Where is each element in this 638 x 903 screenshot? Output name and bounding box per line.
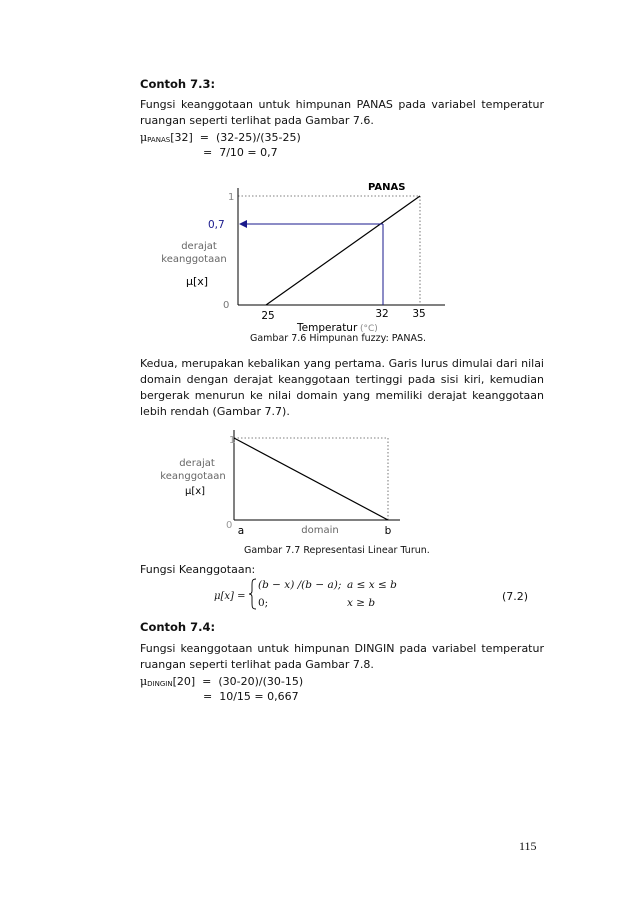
equation-rest-2: [20] = (30-20)/(30-15)	[172, 675, 304, 688]
y-tick-bottom-2: 0	[226, 520, 233, 531]
formula-case1-cond: a ≤ x ≤ b	[347, 579, 397, 591]
fungsi-label: Fungsi Keanggotaan:	[140, 563, 256, 576]
mu-symbol-2: μ	[140, 675, 148, 688]
x-start-label: a	[237, 525, 245, 537]
example2-text: Fungsi keanggotaan untuk himpunan DINGIN pada variabel temperatur ruangan seperti terlihat pada Gambar 7.8.	[140, 642, 544, 671]
y-tick-top: 1	[228, 192, 235, 203]
y-label-line2: keanggotaan	[161, 254, 227, 265]
x-tick-25: 25	[261, 310, 275, 322]
formula-case2-cond: x ≥ b	[347, 597, 376, 609]
formula-number: (7.2)	[502, 590, 529, 603]
y-tick-top-2: 1	[229, 435, 236, 446]
example1-text: Fungsi keanggotaan untuk himpunan PANAS pada variabel temperatur ruangan seperti terlihat pada Gambar 7.6.	[140, 98, 544, 127]
paragraph-linear-turun: Kedua, merupakan kebalikan yang pertama. Garis lurus dimulai dari nilai domain dengan derajat keanggotaan tertinggi pada sisi kiri, kemudian bergerak menurun ke nilai domain yang memiliki derajat keanggotaan lebih rendah (Gambar 7.7).	[140, 357, 544, 418]
figure1-caption: Gambar 7.6 Himpunan fuzzy: PANAS.	[250, 333, 427, 344]
mu-subscript-2: DINGIN	[147, 680, 173, 688]
example2-heading: Contoh 7.4:	[140, 620, 216, 634]
formula-case2-expr: 0;	[258, 597, 269, 609]
y-label-line1-2: derajat	[179, 458, 215, 469]
x-end-label: b	[384, 525, 392, 537]
example1-equation-line2: = 7/10 = 0,7	[203, 146, 278, 159]
page-number: 115	[519, 839, 537, 853]
mu-subscript: PANAS	[147, 136, 171, 144]
x-tick-35: 35	[412, 308, 426, 320]
y-symbol-2: μ[x]	[184, 486, 206, 497]
set-label-panas: PANAS	[368, 182, 406, 193]
example2-equation-line1	[140, 675, 303, 688]
formula-brace	[248, 578, 258, 610]
example2-equation-line2: = 10/15 = 0,667	[203, 690, 299, 703]
x-unit: (°C)	[360, 324, 378, 334]
y-tick-bottom: 0	[223, 300, 230, 311]
x-tick-32: 32	[375, 308, 389, 320]
x-label-domain: domain	[301, 525, 339, 536]
y-symbol: μ[x]	[185, 275, 209, 288]
equation-rest: [32] = (32-25)/(35-25)	[170, 131, 301, 144]
y-label-line1: derajat	[181, 241, 217, 252]
x-label: Temperatur	[297, 322, 358, 334]
y-tick-marked: 0,7	[208, 219, 225, 231]
membership-line-turun	[234, 438, 388, 520]
example1-heading: Contoh 7.3:	[140, 77, 216, 91]
formula-lhs: μ[x] =	[214, 591, 246, 602]
mu-symbol: μ	[140, 131, 148, 144]
formula-case1-expr: (b − x) /(b − a);	[258, 579, 342, 591]
figure2-caption: Gambar 7.7 Representasi Linear Turun.	[244, 545, 430, 556]
y-label-line2-2: keanggotaan	[160, 471, 226, 482]
